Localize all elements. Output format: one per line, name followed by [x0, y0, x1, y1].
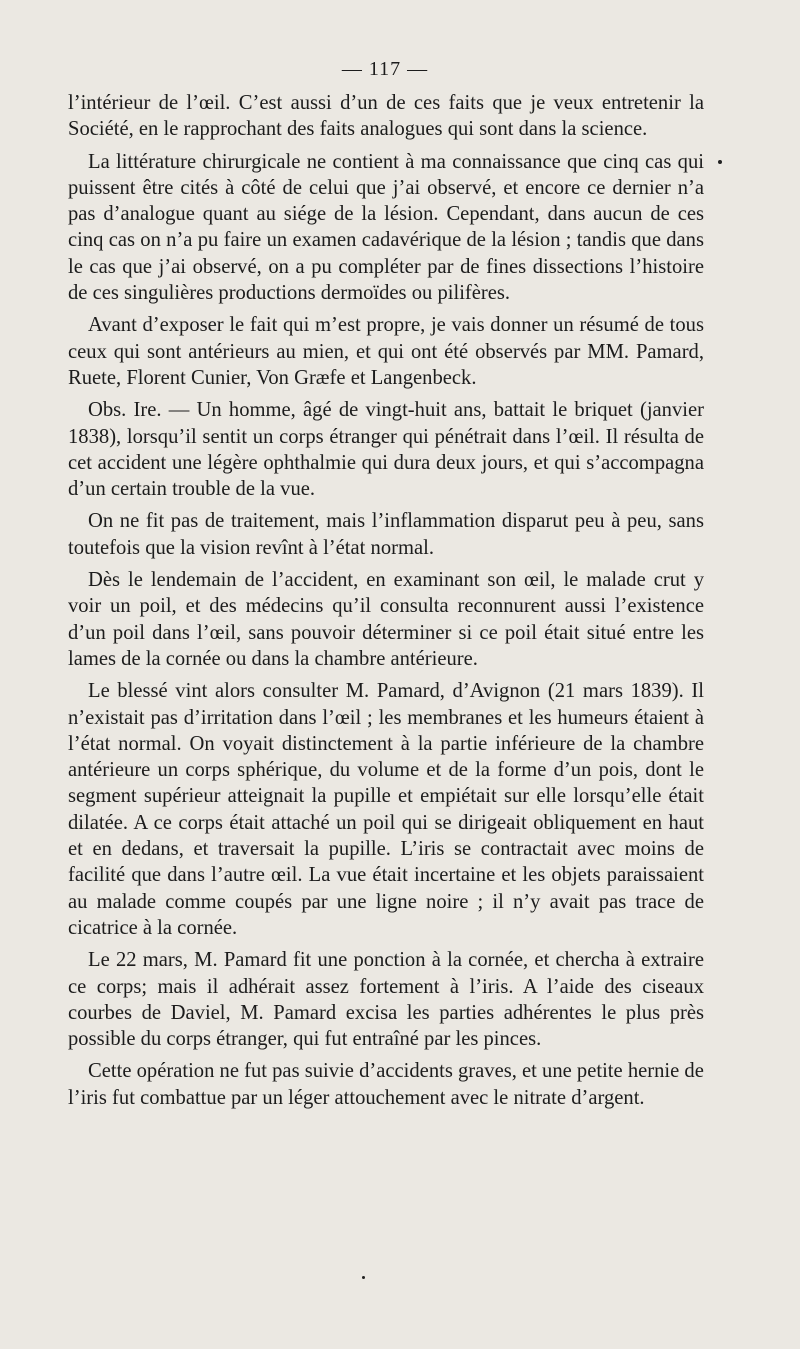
paragraph: Dès le lendemain de l’accident, en examinant son œil, le malade crut y voir un poil, et des médecins qu’il consulta reconnurent aussi l’existence d’un poil dans l’œil, sans pouvoir déterminer si ce poil était situé entre les lames de la cornée ou dans la chambre antérieure.	[68, 569, 704, 670]
page-number: — 117 —	[341, 58, 429, 80]
paragraph: l’intérieur de l’œil. C’est aussi d’un de ces faits que je veux entretenir la Société, en le rapprochant des faits analogues qui sont dans la science.	[68, 92, 704, 141]
paragraph: Avant d’exposer le fait qui m’est propre, je vais donner un résumé de tous ceux qui sont antérieurs au mien, et qui ont été observés par MM. Pamard, Ruete, Florent Cunier, Von Græfe et Langenbeck.	[68, 314, 704, 389]
paragraph: Obs. Ire. — Un homme, âgé de vingt-huit ans, battait le briquet (janvier 1838), lorsqu’il sentit un corps étranger qui pénétrait dans l’œil. Il résulta de cet accident une légère ophthalmie qui dura deux jours, et qui s’accompagna d’un certain trouble de la vue.	[68, 399, 704, 501]
body-text	[68, 90, 704, 1117]
paragraph: Le 22 mars, M. Pamard fit une ponction à la cornée, et chercha à extraire ce corps; mais il adhérait assez fortement à l’iris. A l’aide des ciseaux courbes de Daviel, M. Pamard excisa les parties adhérentes le plus près possible du corps étranger, qui fut entraîné par les pinces.	[68, 949, 704, 1051]
paragraph: La littérature chirurgicale ne contient à ma connaissance que cinq cas qui puissent être cités à côté de celui que j’ai observé, et encore ce dernier n’a pas d’analogue quant au siége de la lésion. Cependant, dans aucun de ces cinq cas on n’a pu faire un examen cadavérique de la lésion ; tandis que dans le cas que j’ai observé, on a pu compléter par de fines dissections l’histoire de ces singulières productions dermoïdes ou pilifères.	[68, 150, 704, 305]
paragraph: Cette opération ne fut pas suivie d’accidents graves, et une petite hernie de l’iris fut combattue par un léger attouchement avec le nitrate d’argent.	[68, 1060, 704, 1109]
paragraph: Le blessé vint alors consulter M. Pamard, d’Avignon (21 mars 1839). Il n’existait pas d’irritation dans l’œil ; les membranes et les humeurs étaient à l’état normal. On voyait distinctement à la partie inférieure de la chambre antérieure un corps sphérique, du volume et de la forme d’un pois, dont le segment supérieur atteignait la pupille et empiétait sur elle lorsqu’elle était dilatée. A ce corps était attaché un poil qui se dirigeait obliquement en haut et en dedans, et traversait la pupille. L’iris se contractait avec moins de facilité que dans l’autre œil. La vue était incertaine et les objets paraissaient au malade comme coupés par une ligne noire ; il n’y avait pas trace de cicatrice à la cornée.	[68, 680, 704, 939]
ink-speck	[362, 1276, 365, 1279]
paragraph: On ne fit pas de traitement, mais l’inflammation disparut peu à peu, sans toutefois que la vision revînt à l’état normal.	[68, 510, 704, 559]
ink-speck	[718, 160, 722, 164]
